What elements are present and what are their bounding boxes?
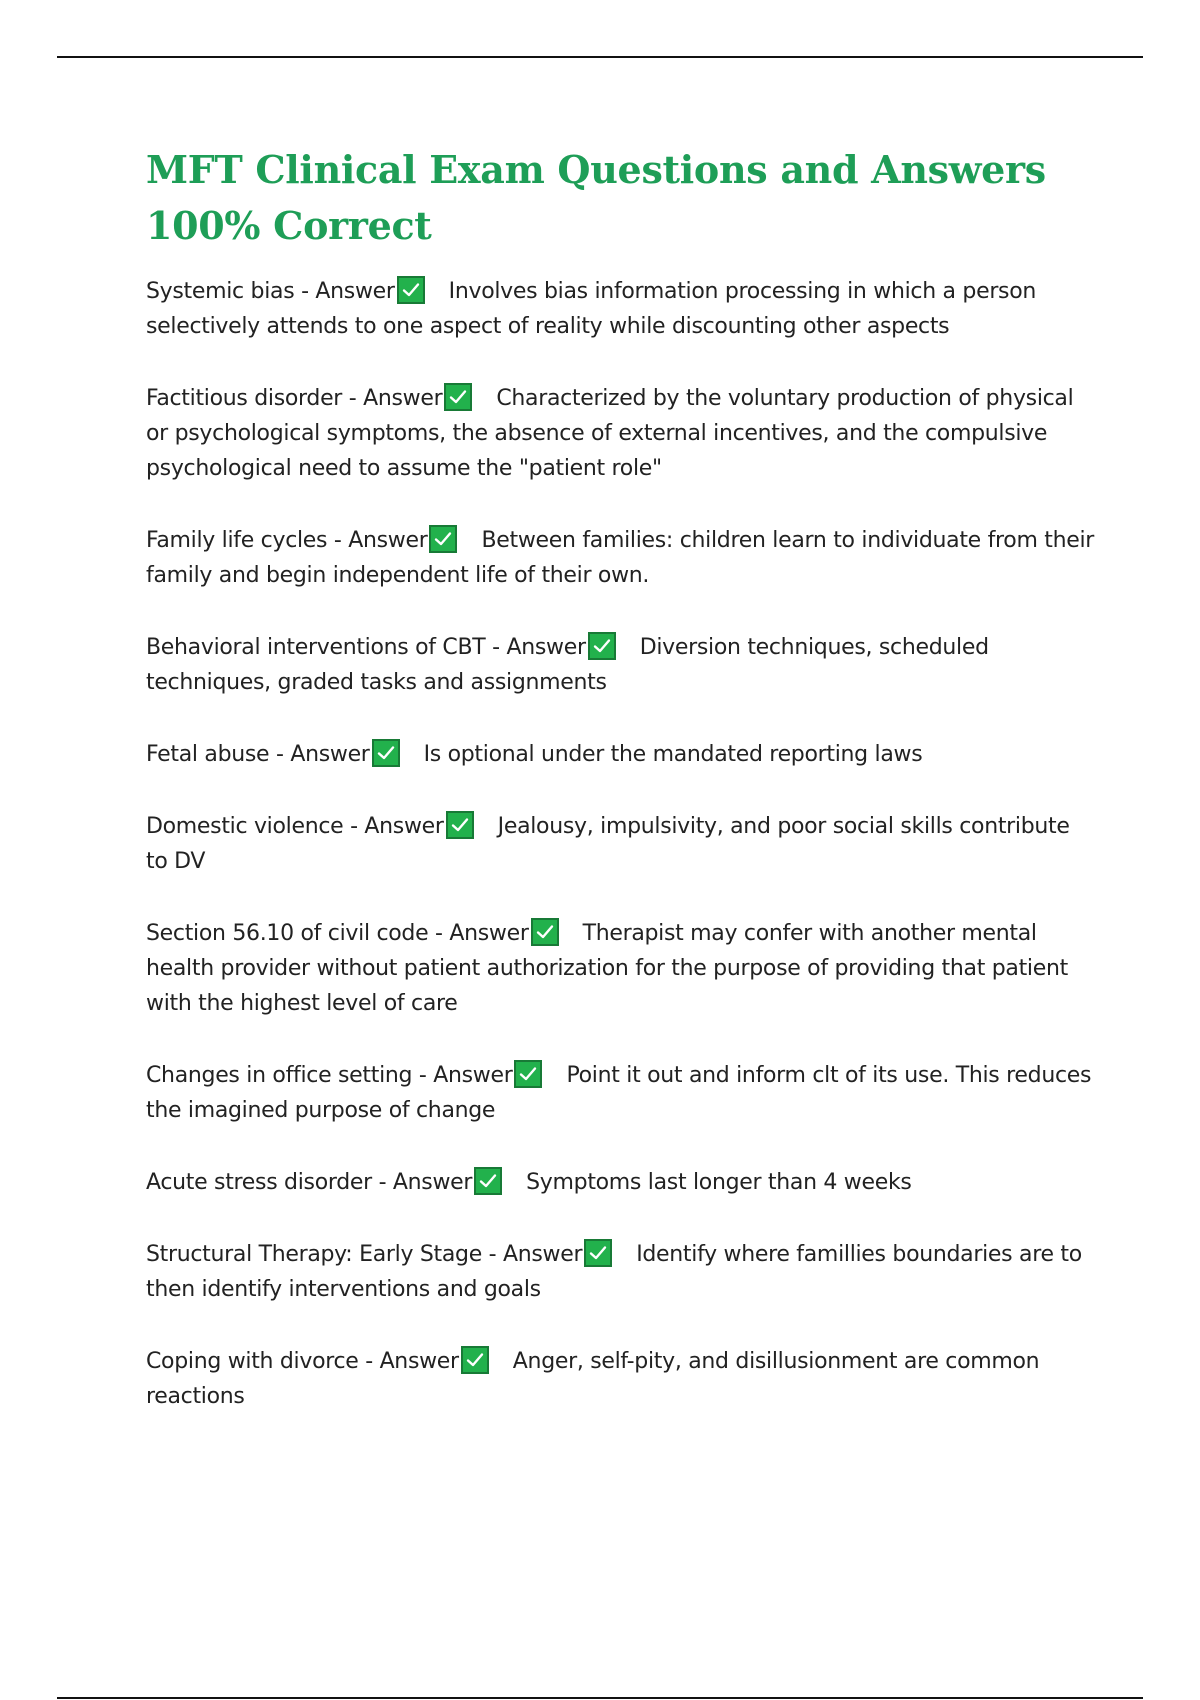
- qa-term: Family life cycles: [146, 528, 328, 553]
- qa-term: Section 56.10 of civil code: [146, 921, 429, 946]
- answer-marker: Answer: [506, 635, 586, 660]
- qa-item: Changes in office setting - Answer Point it out and inform clt of its use. This reduces the imagined purpose of change: [146, 1058, 1096, 1128]
- green-checkmark-icon: [588, 632, 616, 660]
- qa-item: Fetal abuse - Answer Is optional under the mandated reporting laws: [146, 737, 1096, 772]
- qa-item: Section 56.10 of civil code - Answer Therapist may confer with another mental health provider without patient authorization for the purpose of providing that patient with the highest level of care: [146, 916, 1096, 1021]
- qa-term: Domestic violence: [146, 814, 344, 839]
- green-checkmark-icon: [429, 525, 457, 553]
- qa-list: [146, 274, 1096, 1414]
- green-checkmark-icon: [531, 918, 559, 946]
- qa-term: Changes in office setting: [146, 1063, 413, 1088]
- document-title: [146, 142, 1096, 254]
- answer-marker: Answer: [433, 1063, 513, 1088]
- qa-item: Factitious disorder - Answer Characterized by the voluntary production of physical or psychological symptoms, the absence of external incentives, and the compulsive psychological need to assume the "patient role": [146, 381, 1096, 486]
- answer-marker: Answer: [363, 386, 443, 411]
- qa-item: Behavioral interventions of CBT - Answer Diversion techniques, scheduled techniques, graded tasks and assignments: [146, 630, 1096, 700]
- answer-marker: Answer: [348, 528, 428, 553]
- title-line-1: MFT Clinical Exam Questions and Answers: [146, 147, 1046, 192]
- qa-answer: Jealousy, impulsivity, and poor social skills contribute to DV: [146, 814, 1070, 874]
- green-checkmark-icon: [461, 1346, 489, 1374]
- qa-term: Coping with divorce: [146, 1349, 359, 1374]
- qa-answer: Between families: children learn to individuate from their family and begin independent life of their own.: [146, 528, 1095, 588]
- qa-answer: Point it out and inform clt of its use. This reduces the imagined purpose of change: [146, 1063, 1092, 1123]
- qa-item: Structural Therapy: Early Stage - Answer Identify where famillies boundaries are to then identify interventions and goals: [146, 1237, 1096, 1307]
- green-checkmark-icon: [584, 1239, 612, 1267]
- top-rule: [57, 56, 1143, 58]
- document-body: [146, 142, 1096, 1451]
- qa-term: Fetal abuse: [146, 742, 270, 767]
- qa-answer: Diversion techniques, scheduled techniques, graded tasks and assignments: [146, 635, 989, 695]
- qa-answer: Anger, self-pity, and disillusionment are common reactions: [146, 1349, 1040, 1409]
- qa-answer: Symptoms last longer than 4 weeks: [526, 1170, 912, 1195]
- qa-item: Domestic violence - Answer Jealousy, impulsivity, and poor social skills contribute to DV: [146, 809, 1096, 879]
- qa-item: Family life cycles - Answer Between families: children learn to individuate from their family and begin independent life of their own.: [146, 523, 1096, 593]
- answer-marker: Answer: [364, 814, 444, 839]
- answer-marker: Answer: [290, 742, 370, 767]
- qa-term: Factitious disorder: [146, 386, 343, 411]
- qa-answer: Identify where famillies boundaries are to then identify interventions and goals: [146, 1242, 1082, 1302]
- qa-term: Structural Therapy: Early Stage: [146, 1242, 482, 1267]
- green-checkmark-icon: [446, 811, 474, 839]
- answer-marker: Answer: [315, 279, 395, 304]
- green-checkmark-icon: [397, 276, 425, 304]
- green-checkmark-icon: [372, 739, 400, 767]
- answer-marker: Answer: [379, 1349, 459, 1374]
- answer-marker: Answer: [449, 921, 529, 946]
- qa-answer: Involves bias information processing in which a person selectively attends to one aspect of reality while discounting other aspects: [146, 279, 1037, 339]
- green-checkmark-icon: [444, 383, 472, 411]
- qa-answer: Is optional under the mandated reporting laws: [423, 742, 923, 767]
- title-line-2: 100% Correct: [146, 203, 432, 248]
- qa-item: Coping with divorce - Answer Anger, self-pity, and disillusionment are common reactions: [146, 1344, 1096, 1414]
- qa-answer: Therapist may confer with another mental health provider without patient authorization for the purpose of providing that patient with the highest level of care: [146, 921, 1068, 1016]
- qa-item: Systemic bias - Answer Involves bias information processing in which a person selectively attends to one aspect of reality while discounting other aspects: [146, 274, 1096, 344]
- answer-marker: Answer: [392, 1170, 473, 1195]
- answer-marker: Answer: [502, 1242, 583, 1267]
- qa-term: Acute stress disorder: [146, 1170, 372, 1195]
- green-checkmark-icon: [514, 1060, 542, 1088]
- green-checkmark-icon: [474, 1167, 502, 1195]
- qa-term: Systemic bias: [146, 279, 295, 304]
- qa-answer: Characterized by the voluntary production of physical or psychological symptoms, the absence of external incentives, and the compulsive psychological need to assume the "patient role": [146, 386, 1074, 481]
- qa-term: Behavioral interventions of CBT: [146, 635, 486, 660]
- qa-item: Acute stress disorder - Answer Symptoms last longer than 4 weeks: [146, 1165, 1096, 1200]
- bottom-rule: [57, 1697, 1143, 1699]
